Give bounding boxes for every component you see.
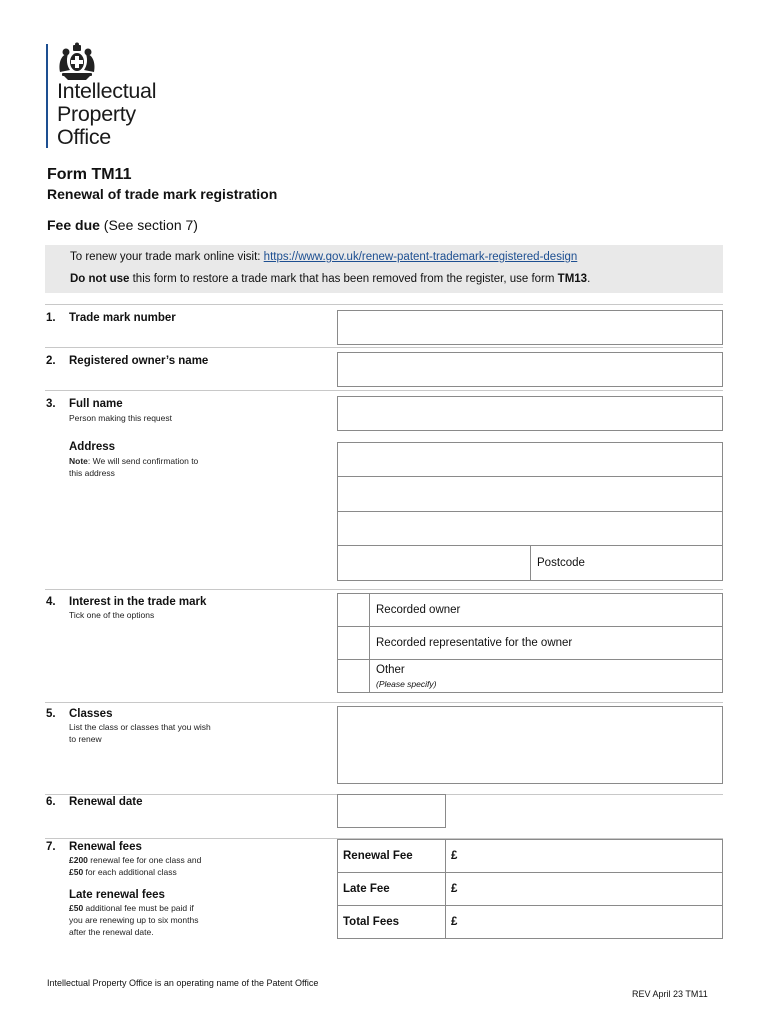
section-divider (45, 347, 723, 348)
online-renewal-link[interactable]: https://www.gov.uk/renew-patent-trademark-registered-design (263, 251, 578, 263)
trade-mark-number-label: Trade mark number (69, 312, 176, 324)
fee-row-label: Late Fee (337, 872, 446, 906)
brand-bar (46, 44, 48, 148)
address-line-1-field[interactable] (337, 442, 723, 477)
fee-row-label: Total Fees (337, 905, 446, 939)
option-label: Recorded representative for the owner (376, 637, 573, 649)
section-divider (45, 304, 723, 305)
fee-due: Fee due (See section 7) (47, 217, 198, 233)
section-divider (45, 702, 723, 703)
online-renewal-text: To renew your trade mark online visit: https://www.gov.uk/renew-patent-trademark-registered-design (70, 251, 578, 263)
section-number: 1. (46, 312, 56, 324)
address-line-3-field[interactable] (337, 511, 723, 546)
option-recorded-representative (369, 626, 723, 660)
classes-label: Classes (69, 708, 113, 720)
classes-help: List the class or classes that you wish to renew (69, 722, 211, 744)
renewal-fees-label: Renewal fees (69, 841, 142, 853)
section-number: 7. (46, 841, 56, 853)
postcode-label: Postcode (537, 557, 585, 569)
section-number: 5. (46, 708, 56, 720)
form-subtitle: Renewal of trade mark registration (47, 186, 278, 202)
currency-symbol: £ (451, 916, 458, 928)
renewal-fee-field[interactable] (445, 839, 723, 873)
option-other[interactable] (369, 659, 723, 693)
option-label: Recorded owner (376, 604, 461, 616)
royal-coat-of-arms-icon (54, 42, 100, 80)
interest-label: Interest in the trade mark (69, 596, 207, 608)
other-checkbox[interactable] (337, 659, 370, 693)
late-renewal-fees-help: £50 additional fee must be paid if you are renewing up to six months after the renewal date. (69, 903, 199, 937)
section-number: 2. (46, 355, 56, 367)
section-number: 4. (46, 596, 56, 608)
late-renewal-fees-label: Late renewal fees (69, 889, 165, 901)
section-number: 3. (46, 398, 56, 410)
footer-organisation-note: Intellectual Property Office is an operating name of the Patent Office (47, 978, 319, 988)
section-number: 6. (46, 796, 56, 808)
trade-mark-number-field[interactable] (337, 310, 723, 345)
currency-symbol: £ (451, 850, 458, 862)
recorded-owner-checkbox[interactable] (337, 593, 370, 627)
section-divider (45, 390, 723, 391)
form-title: Form TM11 (47, 166, 132, 183)
full-name-field[interactable] (337, 396, 723, 431)
address-note: Note: We will send confirmation to this address (69, 456, 199, 478)
total-fees-field[interactable] (445, 905, 723, 939)
notice-box (45, 245, 723, 293)
renewal-fees-help: £200 renewal fee for one class and £50 for each additional class (69, 855, 202, 877)
owner-name-label: Registered owner’s name (69, 355, 209, 367)
full-name-label: Full name (69, 398, 123, 410)
classes-field[interactable] (337, 706, 723, 784)
late-fee-field[interactable] (445, 872, 723, 906)
restore-warning: Do not use this form to restore a trade mark that has been removed from the register, use form TM13. (70, 273, 591, 285)
organisation-name: Intellectual Property Office (57, 79, 157, 149)
fee-row-label: Renewal Fee (337, 839, 446, 873)
full-name-help: Person making this request (69, 413, 172, 423)
address-line-2-field[interactable] (337, 476, 723, 512)
recorded-representative-checkbox[interactable] (337, 626, 370, 660)
renewal-date-field[interactable] (337, 794, 446, 828)
interest-help: Tick one of the options (69, 610, 155, 620)
footer-revision: REV April 23 TM11 (632, 989, 708, 999)
currency-symbol: £ (451, 883, 458, 895)
renewal-date-label: Renewal date (69, 796, 143, 808)
address-label: Address (69, 441, 116, 453)
option-label: Other (376, 664, 405, 676)
other-hint: (Please specify) (376, 679, 437, 689)
owner-name-field[interactable] (337, 352, 723, 387)
address-line-4-field[interactable] (337, 545, 531, 581)
option-recorded-owner (369, 593, 723, 627)
postcode-field[interactable] (530, 545, 723, 581)
section-divider (45, 589, 723, 590)
